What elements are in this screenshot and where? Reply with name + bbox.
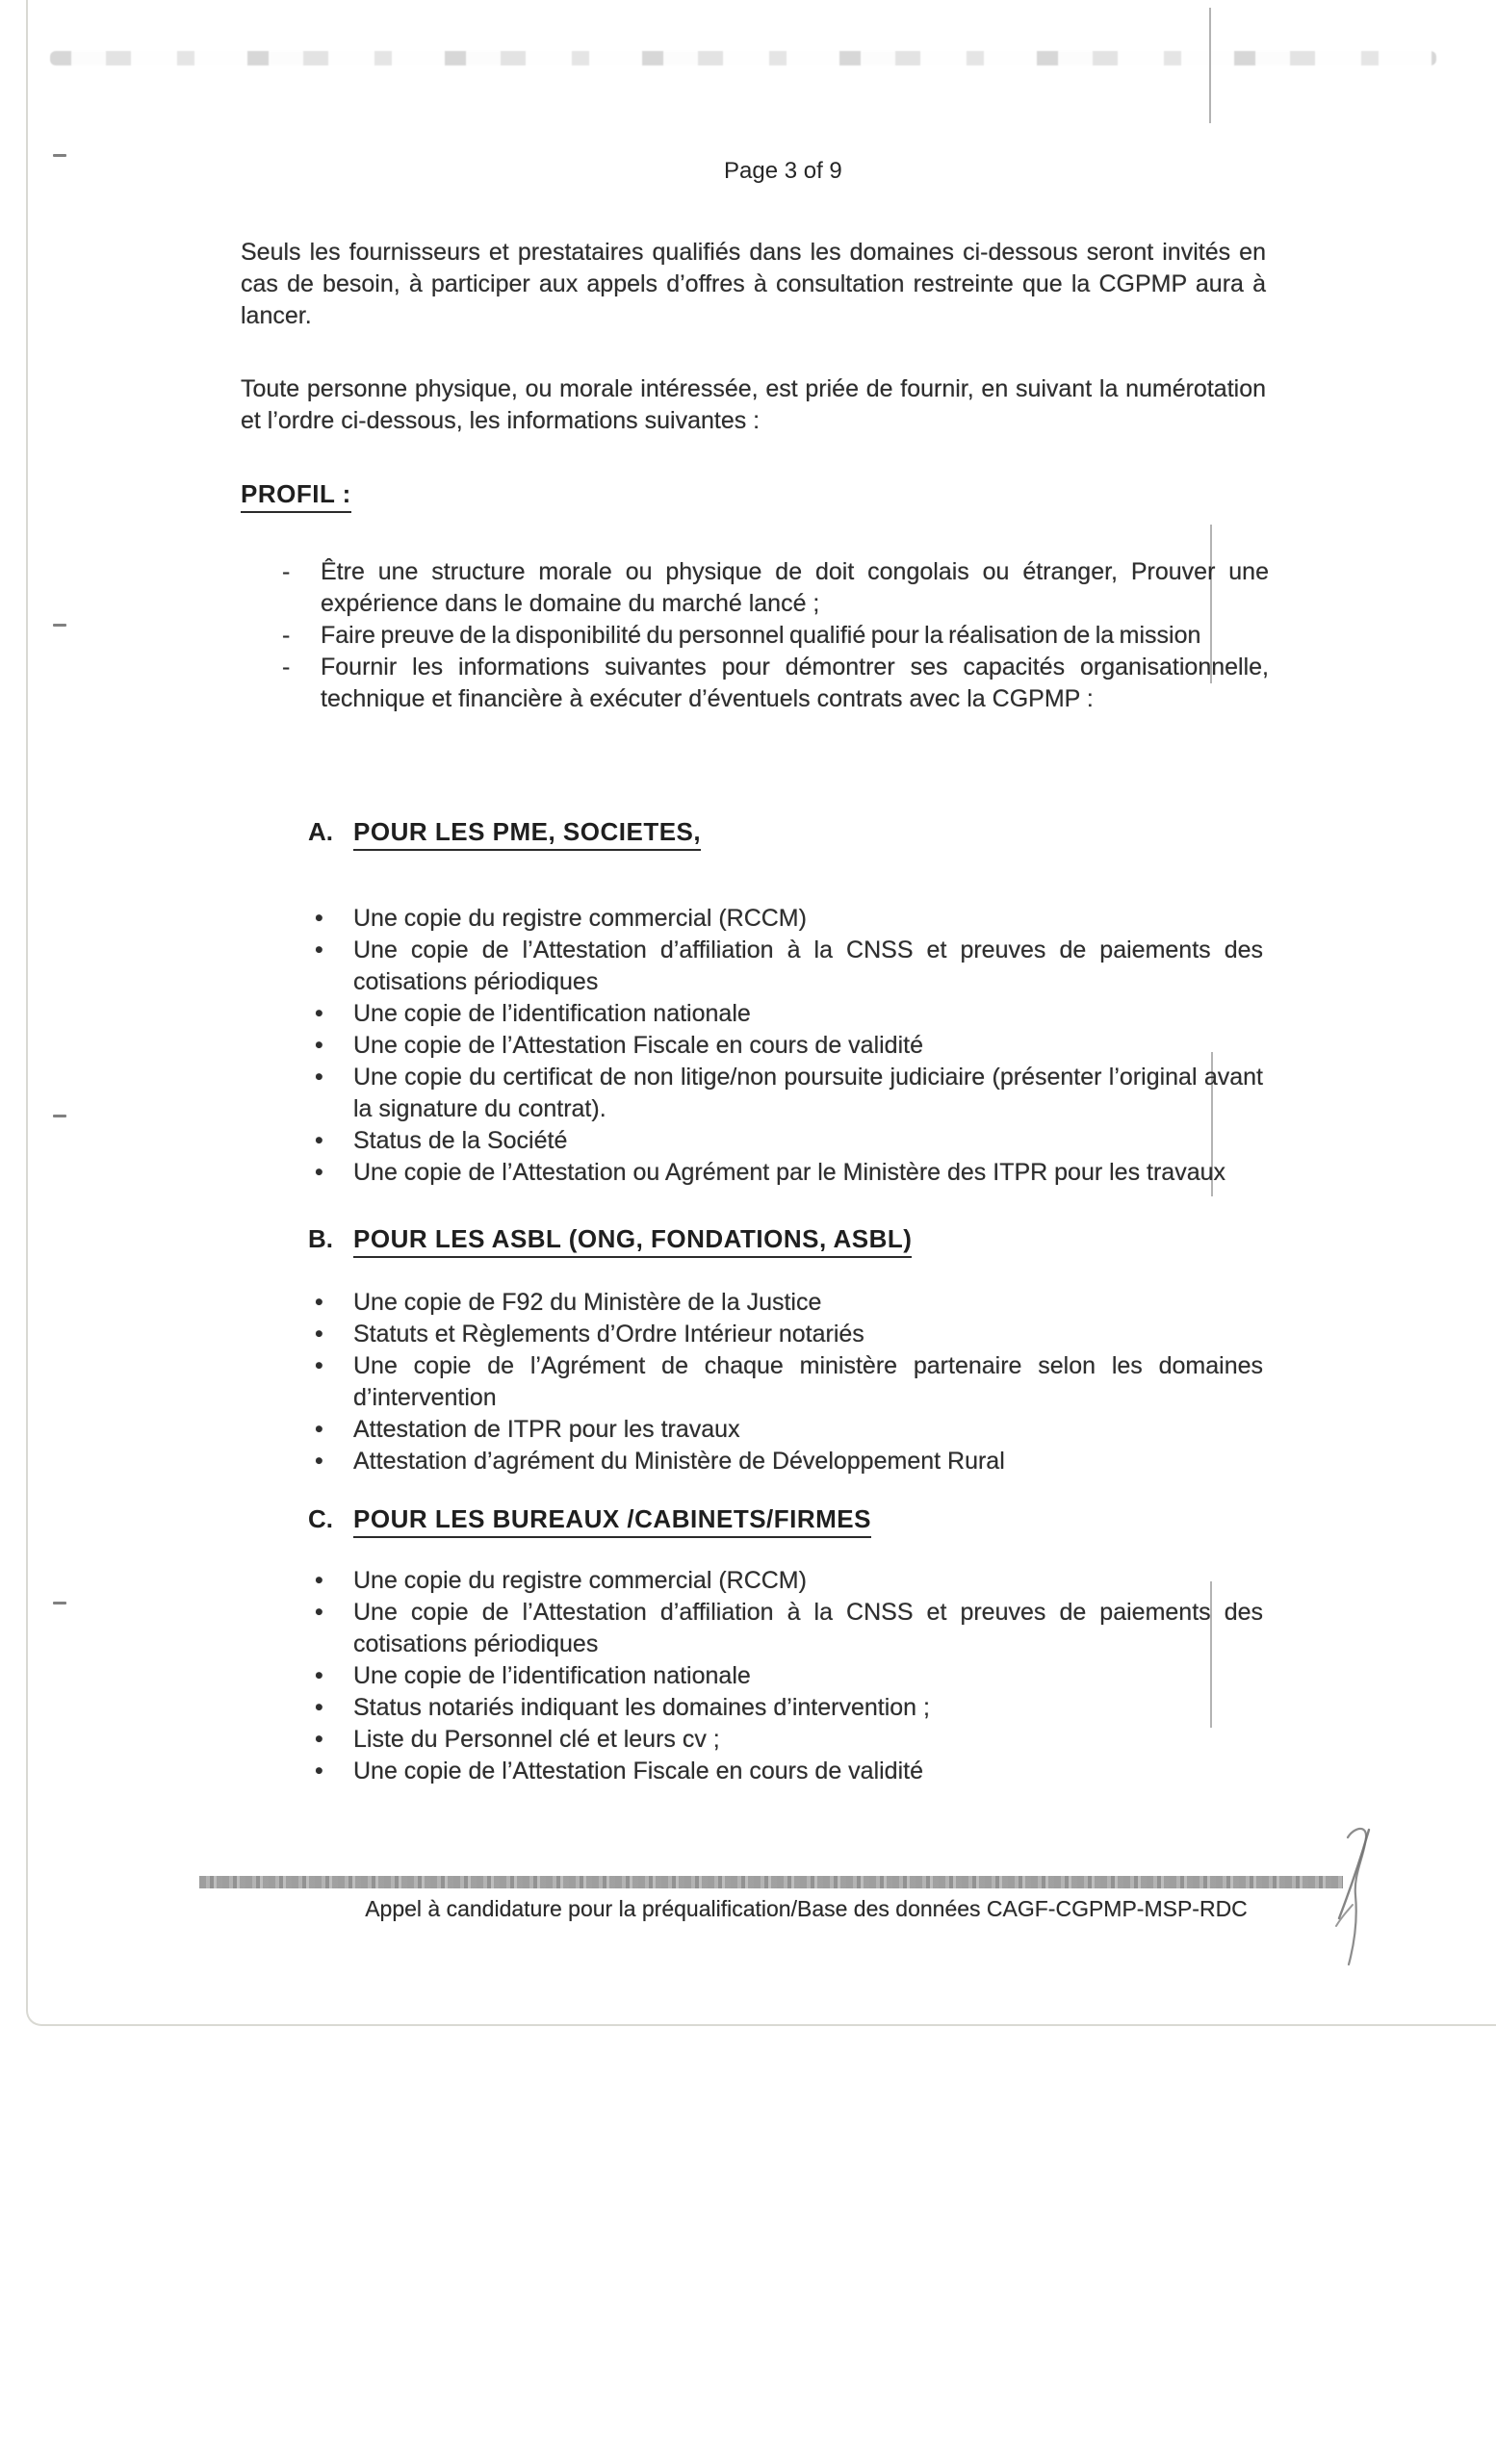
bullet-marker: • — [315, 1567, 323, 1594]
profil-heading-text: PROFIL : — [241, 479, 351, 513]
bullet-marker: • — [315, 1159, 323, 1186]
margin-pencil-tick — [53, 1115, 66, 1117]
profil-list — [282, 556, 1269, 715]
scan-noise-streak — [50, 51, 1436, 65]
section-title: POUR LES PME, SOCIETES, — [353, 817, 701, 851]
list-item-text: Une copie du registre commercial (RCCM) — [353, 1567, 807, 1594]
bullet-marker: • — [315, 1064, 323, 1091]
bullet-marker: • — [315, 1416, 323, 1443]
list-item-text: Liste du Personnel clé et leurs cv ; — [353, 1726, 720, 1753]
dash-marker: - — [282, 654, 291, 680]
dash-marker: - — [282, 622, 291, 649]
list-item — [315, 1287, 1263, 1319]
list-item-text: Attestation d’agrément du Ministère de Développement Rural — [353, 1448, 1005, 1475]
list-item — [282, 620, 1269, 652]
footer-rule-band — [199, 1876, 1343, 1888]
list-item — [315, 1157, 1263, 1189]
list-item-text: Une copie du certificat de non litige/non poursuite judiciaire (présenter l’original avant la signature du contrat). — [353, 1064, 1263, 1122]
list-item — [282, 652, 1269, 715]
bullet-marker: • — [315, 1000, 323, 1027]
section-letter: B. — [308, 1224, 333, 1253]
list-item-text: Une copie de l’Agrément de chaque ministère partenaire selon les domaines d’intervention — [353, 1352, 1263, 1411]
list-item-text: Une copie de l’identification nationale — [353, 1662, 751, 1689]
list-item-text: Une copie de l’Attestation Fiscale en cours de validité — [353, 1758, 923, 1784]
list-item — [315, 1030, 1263, 1062]
list-item — [315, 1414, 1263, 1446]
page-number: Page 3 of 9 — [724, 158, 842, 184]
bullet-marker: • — [315, 1448, 323, 1475]
section-title: POUR LES BUREAUX /CABINETS/FIRMES — [353, 1504, 871, 1538]
bullet-marker: • — [315, 1321, 323, 1348]
list-item — [282, 556, 1269, 620]
paragraph-instructions: Toute personne physique, ou morale intéressée, est priée de fournir, en suivant la numérotation et l’ordre ci-dessous, les informations suivantes : — [241, 375, 1266, 434]
bullet-marker: • — [315, 1599, 323, 1626]
list-item — [315, 1597, 1263, 1660]
fold-crease-line — [1209, 8, 1211, 123]
list-item-text: Statuts et Règlements d’Ordre Intérieur notariés — [353, 1321, 864, 1348]
list-item — [315, 935, 1263, 998]
list-item-text: Une copie de l’Attestation d’affiliation à la CNSS et preuves de paiements des cotisations périodiques — [353, 937, 1263, 995]
list-item — [315, 1724, 1263, 1756]
bullet-marker: • — [315, 1758, 323, 1784]
bullet-marker: • — [315, 1289, 323, 1316]
bullet-marker: • — [315, 1726, 323, 1753]
list-item — [315, 1565, 1263, 1597]
list-item — [315, 1350, 1263, 1414]
list-item-text: Une copie de l’Attestation Fiscale en cours de validité — [353, 1032, 923, 1059]
list-item-text: Être une structure morale ou physique de doit congolais ou étranger, Prouver une expérience dans le domaine du marché lancé ; — [321, 558, 1269, 617]
list-item — [315, 1446, 1263, 1477]
margin-pencil-tick — [53, 624, 66, 627]
section-a-heading — [308, 817, 701, 851]
list-item-text: Une copie du registre commercial (RCCM) — [353, 905, 807, 932]
bullet-marker: • — [315, 1694, 323, 1721]
list-item — [315, 903, 1263, 935]
list-item — [315, 1319, 1263, 1350]
list-item-text: Fournir les informations suivantes pour démontrer ses capacités organisationnelle, technique et financière à exécuter d’éventuels contrats avec la CGPMP : — [321, 654, 1269, 712]
list-item — [315, 1660, 1263, 1692]
list-item-text: Une copie de l’Attestation ou Agrément par le Ministère des ITPR pour les travaux — [353, 1159, 1226, 1186]
section-c-heading — [308, 1504, 871, 1538]
bullet-marker: • — [315, 1352, 323, 1379]
list-item-text: Une copie de l’identification nationale — [353, 1000, 751, 1027]
list-item-text: Status de la Société — [353, 1127, 568, 1154]
list-item — [315, 1062, 1263, 1125]
profil-heading — [241, 479, 351, 513]
list-item-text: Une copie de l’Attestation d’affiliation à la CNSS et preuves de paiements des cotisations périodiques — [353, 1599, 1263, 1657]
dash-marker: - — [282, 558, 291, 585]
pen-x-mark-icon — [1327, 1822, 1396, 1976]
bullet-marker: • — [315, 1662, 323, 1689]
bullet-marker: • — [315, 1127, 323, 1154]
list-item — [315, 998, 1263, 1030]
section-letter: C. — [308, 1504, 333, 1533]
list-item — [315, 1692, 1263, 1724]
paragraph-intro: Seuls les fournisseurs et prestataires qualifiés dans les domaines ci-dessous seront invités en cas de besoin, à participer aux appels d’offres à consultation restreinte que la CGPMP aura à lancer. — [241, 239, 1266, 329]
section-b-heading — [308, 1224, 912, 1258]
section-a-list — [315, 903, 1263, 1189]
footer-title: Appel à candidature pour la préqualification/Base des données CAGF-CGPMP-MSP-RDC — [365, 1896, 1248, 1921]
list-item-text: Une copie de F92 du Ministère de la Justice — [353, 1289, 822, 1316]
list-item — [315, 1125, 1263, 1157]
bullet-marker: • — [315, 937, 323, 963]
section-c-list — [315, 1565, 1263, 1787]
bullet-marker: • — [315, 905, 323, 932]
section-b-list — [315, 1287, 1263, 1477]
section-letter: A. — [308, 817, 333, 846]
list-item-text: Status notariés indiquant les domaines d’intervention ; — [353, 1694, 930, 1721]
list-item — [315, 1756, 1263, 1787]
bullet-marker: • — [315, 1032, 323, 1059]
list-item-text: Attestation de ITPR pour les travaux — [353, 1416, 740, 1443]
list-item-text: Faire preuve de la disponibilité du personnel qualifié pour la réalisation de la mission — [321, 622, 1201, 649]
margin-pencil-tick — [53, 154, 66, 157]
margin-pencil-tick — [53, 1602, 66, 1604]
section-title: POUR LES ASBL (ONG, FONDATIONS, ASBL) — [353, 1224, 912, 1258]
